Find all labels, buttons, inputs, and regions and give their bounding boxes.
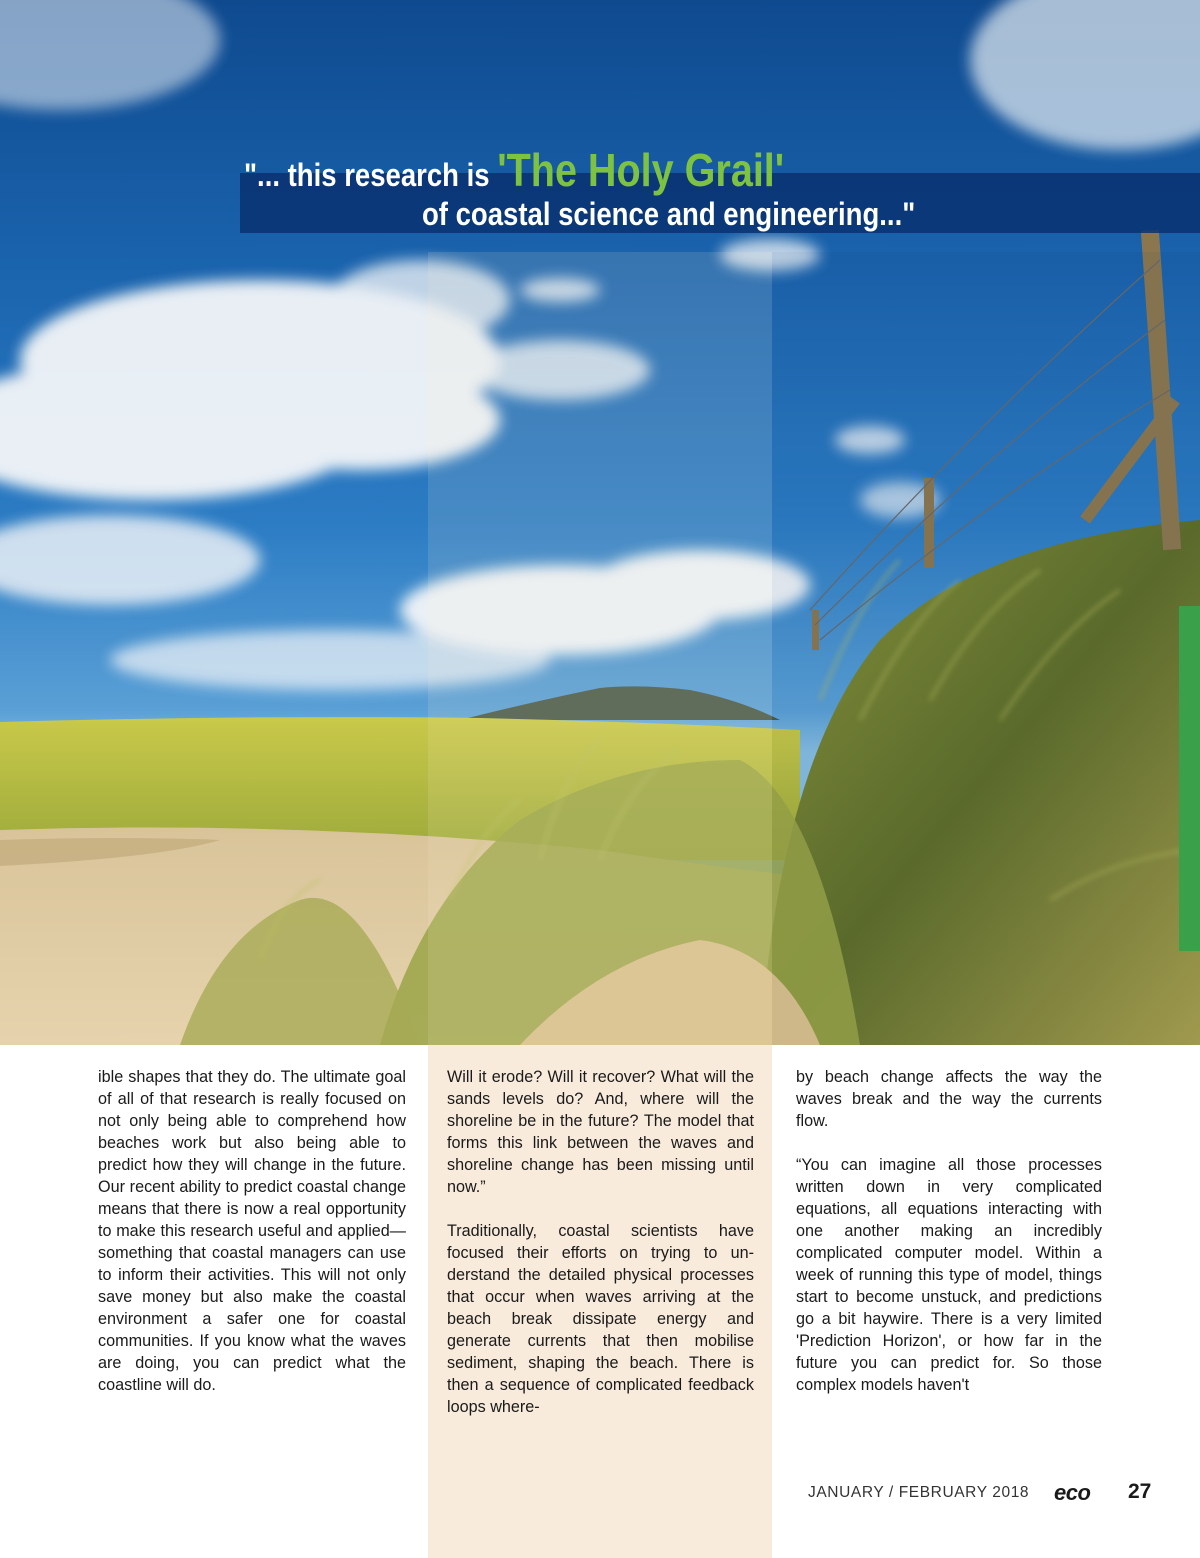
side-green-tab: [1179, 606, 1200, 951]
article-column-3: [796, 1066, 1102, 1418]
column-tint-overlay: [428, 252, 772, 1045]
paragraph: Traditionally, coastal scientists have focused their efforts on trying to understand the detailed physical processes that occur when waves arriving at the beach break dissipate energy and generate currents that then mobilise sediment, shaping the beach. There is then a sequence of complicated feedback loops where-: [447, 1222, 754, 1416]
quote-highlight: 'The Holy Grail': [497, 144, 785, 196]
magazine-logo: eco: [1054, 1480, 1091, 1505]
issue-date: JANUARY / FEBRUARY 2018: [808, 1484, 1030, 1501]
paragraph: by beach change affects the way the waves break and the way the currents flow.: [796, 1068, 1102, 1130]
paragraph: ible shapes that they do. The ultimate goal of all of that research is really focused on not only being able to comprehend how beaches work but also being able to predict how they will change in the future. Our recent ability to predict coastal change means that there is now a real opportunity to make this research useful and applied—something that coastal managers can use to inform their activities. This will not only save money but also make the coastal environment a safer one for coastal communities. If you know what the waves are doing, you can predict what the coastline will do.: [98, 1068, 406, 1394]
pull-quote-line-2: of coastal science and engineering...": [422, 196, 916, 232]
page-number: 27: [1128, 1480, 1152, 1503]
article-column-1: [98, 1066, 406, 1418]
paragraph: Will it erode? Will it recover? What will the sands levels do? And, where will the shoreline be in the future? The model that forms this link between the waves and shoreline change has been missing until now.”: [447, 1068, 754, 1196]
article-column-2: [447, 1066, 754, 1440]
pull-quote-line-1: [244, 143, 784, 197]
paragraph: “You can imagine all those processes written down in very complicated equations, all equations interacting with one another making an incredibly complicated computer model. Within a week of running this type of model, things start to become unstuck, and predictions go a bit haywire. There is a very limited 'Prediction Horizon', or how far in the future you can predict for. So those complex models haven't: [796, 1156, 1102, 1394]
quote-prefix: "... this research is: [244, 157, 498, 193]
right-shade-overlay: [772, 252, 1200, 1045]
